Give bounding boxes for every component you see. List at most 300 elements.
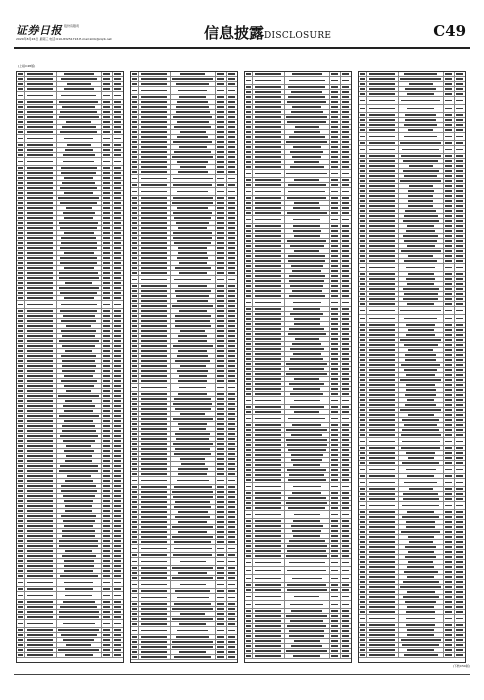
illegible-text (288, 96, 325, 97)
table-cell (139, 314, 171, 318)
illegible-text (114, 355, 121, 356)
table-cell (367, 466, 399, 473)
table-cell (455, 398, 465, 402)
illegible-text (331, 191, 338, 192)
table-cell (285, 229, 330, 233)
table-cell (285, 100, 330, 104)
illegible-text (228, 161, 235, 162)
table-cell (367, 605, 399, 609)
illegible-text (60, 202, 97, 203)
illegible-text (27, 530, 53, 531)
table-cell (17, 72, 25, 76)
table-cell (341, 337, 351, 341)
illegible-text (342, 429, 349, 430)
illegible-text (18, 83, 22, 84)
table-cell (139, 160, 171, 164)
illegible-text (369, 493, 395, 494)
table-cell (455, 648, 465, 652)
illegible-text (445, 414, 452, 415)
illegible-text (27, 335, 53, 336)
table-cell (131, 359, 139, 363)
table-cell (399, 194, 444, 198)
illegible-text (27, 405, 53, 406)
illegible-text (114, 138, 121, 139)
table-cell (330, 155, 341, 159)
illegible-text (175, 408, 211, 409)
illegible-text (114, 565, 121, 566)
table-cell (341, 639, 351, 643)
illegible-text (331, 225, 338, 226)
table-cell (227, 392, 237, 396)
illegible-text (331, 235, 338, 236)
table-cell (330, 201, 341, 205)
illegible-text (132, 468, 136, 469)
illegible-text (27, 350, 53, 351)
illegible-text (246, 640, 250, 641)
illegible-text (59, 616, 99, 617)
illegible-text (445, 344, 452, 345)
illegible-text (331, 290, 338, 291)
table-cell (57, 464, 102, 468)
illegible-text (360, 354, 364, 355)
illegible-text (217, 433, 224, 434)
table-cell (330, 415, 341, 422)
table-row (245, 575, 351, 583)
illegible-text (103, 644, 110, 645)
table-cell (285, 201, 330, 205)
illegible-text (18, 588, 22, 589)
illegible-text (369, 452, 395, 453)
illegible-text (255, 173, 281, 174)
illegible-text (331, 240, 338, 241)
table-cell (359, 550, 367, 554)
illegible-text (369, 364, 395, 365)
illegible-text (27, 540, 53, 541)
table-cell (216, 105, 227, 109)
table-cell (216, 495, 227, 499)
table-cell (455, 633, 465, 637)
illegible-text (402, 149, 439, 150)
table-cell (139, 589, 171, 593)
illegible-text (114, 78, 121, 79)
illegible-text (331, 630, 338, 631)
illegible-text (114, 287, 121, 288)
table-cell (57, 539, 102, 543)
illegible-text (27, 420, 53, 421)
illegible-text (114, 330, 121, 331)
illegible-text (342, 80, 349, 81)
table-cell (245, 483, 253, 490)
illegible-text (255, 96, 281, 97)
table-cell (25, 176, 57, 180)
table-cell (367, 418, 399, 422)
table-cell (57, 171, 102, 175)
illegible-text (360, 108, 364, 109)
table-cell (330, 249, 341, 253)
illegible-text (27, 395, 53, 396)
illegible-text (369, 155, 395, 156)
illegible-text (132, 577, 136, 578)
illegible-text (407, 283, 434, 284)
illegible-text (27, 644, 53, 645)
table-cell (57, 271, 102, 275)
table-cell (341, 614, 351, 618)
illegible-text (403, 288, 439, 289)
illegible-text (255, 343, 281, 344)
illegible-text (342, 121, 349, 122)
table-cell (285, 559, 330, 566)
illegible-text (18, 365, 22, 366)
table-cell (113, 176, 123, 180)
table-cell (113, 256, 123, 260)
table-cell (455, 461, 465, 465)
table-cell (216, 545, 227, 552)
illegible-text (246, 545, 250, 546)
table-cell (444, 328, 455, 332)
table-cell (253, 274, 285, 278)
illegible-text (287, 589, 327, 590)
illegible-text (132, 408, 136, 409)
illegible-text (289, 368, 324, 369)
table-cell (113, 105, 123, 109)
illegible-text (445, 329, 452, 330)
illegible-text (228, 387, 235, 388)
illegible-text (246, 444, 250, 445)
table-cell (216, 354, 227, 358)
illegible-text (290, 348, 324, 349)
table-cell (57, 291, 102, 295)
illegible-text (246, 373, 250, 374)
illegible-text (456, 624, 463, 625)
table-cell (139, 256, 171, 260)
table-cell (245, 453, 253, 457)
table-cell (216, 645, 227, 649)
illegible-text (178, 90, 208, 91)
table-cell (227, 545, 237, 552)
illegible-text (173, 232, 211, 233)
table-cell (25, 251, 57, 255)
table-cell (253, 583, 285, 587)
table-cell (139, 520, 171, 524)
table-cell (330, 206, 341, 210)
illegible-text (369, 149, 395, 150)
illegible-text (141, 526, 167, 527)
illegible-text (217, 428, 224, 429)
illegible-text (369, 273, 395, 274)
table-cell (367, 123, 399, 127)
illegible-text (179, 96, 206, 97)
illegible-text (114, 227, 121, 228)
table-cell (359, 179, 367, 183)
illegible-text (217, 636, 224, 637)
table-cell (57, 77, 102, 81)
illegible-text (456, 639, 463, 640)
table-cell (25, 236, 57, 240)
table-cell (102, 444, 113, 448)
illegible-text (132, 365, 136, 366)
table-cell (25, 494, 57, 498)
illegible-text (286, 502, 327, 503)
table-cell (131, 251, 139, 255)
illegible-text (141, 222, 167, 223)
illegible-text (103, 202, 110, 203)
table-cell (139, 617, 171, 621)
table-cell (455, 297, 465, 301)
table-cell (102, 135, 113, 142)
illegible-text (331, 640, 338, 641)
table-cell (131, 655, 139, 659)
table-cell (216, 294, 227, 298)
illegible-text (228, 506, 235, 507)
illegible-text (132, 541, 136, 542)
table-cell (113, 72, 123, 76)
table-cell (57, 484, 102, 488)
illegible-text (18, 649, 22, 650)
table-cell (330, 593, 341, 600)
table-cell (131, 72, 139, 76)
illegible-text (18, 197, 22, 198)
illegible-text (228, 305, 235, 306)
illegible-text (217, 212, 224, 213)
table-cell (399, 239, 444, 243)
table-cell (444, 368, 455, 372)
table-cell (367, 189, 399, 193)
table-cell (444, 466, 455, 473)
table-cell (113, 469, 123, 473)
table-cell (285, 337, 330, 341)
illegible-text (342, 197, 349, 198)
table-cell (113, 429, 123, 433)
illegible-text (405, 88, 437, 89)
table-cell (359, 497, 367, 501)
table-cell (131, 246, 139, 250)
illegible-text (132, 567, 136, 568)
table-cell (359, 323, 367, 327)
table-cell (216, 553, 227, 557)
table-cell (285, 468, 330, 472)
table-cell (216, 120, 227, 124)
table-cell (113, 82, 123, 86)
illegible-text (18, 144, 22, 145)
illegible-text (342, 333, 349, 334)
illegible-text (408, 329, 434, 330)
illegible-text (246, 212, 250, 213)
table-cell (57, 499, 102, 503)
illegible-text (114, 623, 121, 624)
illegible-text (445, 180, 452, 181)
illegible-text (456, 114, 463, 115)
table-cell (444, 254, 455, 258)
table-cell (131, 261, 139, 265)
illegible-text (228, 418, 235, 419)
illegible-text (132, 572, 136, 573)
table-cell (139, 392, 171, 396)
table-cell (444, 204, 455, 208)
illegible-text (445, 318, 452, 319)
illegible-text (402, 441, 440, 442)
table-cell (245, 377, 253, 381)
table-cell (227, 525, 237, 529)
illegible-text (62, 430, 96, 431)
table-cell (113, 77, 123, 81)
table-cell (57, 324, 102, 328)
table-cell (131, 457, 139, 461)
table-cell (57, 196, 102, 200)
table-cell (399, 461, 444, 465)
illegible-text (61, 355, 96, 356)
illegible-text (103, 149, 110, 150)
illegible-text (228, 330, 235, 331)
table-cell (102, 271, 113, 275)
table-row (359, 315, 465, 323)
illegible-text (255, 645, 281, 646)
table-cell (17, 379, 25, 383)
illegible-text (103, 560, 110, 561)
table-cell (131, 374, 139, 378)
illegible-text (331, 270, 338, 271)
table-row (245, 299, 351, 307)
table-cell (330, 511, 341, 518)
table-cell (216, 384, 227, 391)
illegible-text (331, 207, 338, 208)
table-cell (227, 150, 237, 154)
table-cell (171, 246, 216, 250)
illegible-text (217, 335, 224, 336)
illegible-text (369, 185, 395, 186)
table-cell (171, 622, 216, 626)
illegible-text (445, 245, 452, 246)
illegible-text (445, 447, 452, 448)
illegible-text (141, 272, 167, 273)
illegible-text (246, 166, 250, 167)
table-cell (253, 639, 285, 643)
illegible-text (141, 428, 167, 429)
illegible-text (114, 242, 121, 243)
illegible-text (369, 344, 395, 345)
table-cell (102, 309, 113, 313)
table-cell (139, 87, 171, 94)
table-cell (285, 289, 330, 293)
table-cell (455, 610, 465, 614)
table-cell (444, 239, 455, 243)
table-cell (330, 259, 341, 263)
table-cell (139, 581, 171, 588)
table-cell (17, 600, 25, 604)
table-cell (245, 140, 253, 144)
table-cell (25, 628, 57, 632)
table-cell (285, 352, 330, 356)
illegible-text (408, 195, 434, 196)
illegible-text (360, 601, 364, 602)
table-row (131, 87, 237, 95)
illegible-text (255, 444, 281, 445)
illegible-text (342, 313, 349, 314)
table-cell (341, 549, 351, 553)
table-cell (113, 615, 123, 619)
table-cell (367, 540, 399, 544)
table-cell (139, 271, 171, 275)
illegible-text (360, 556, 364, 557)
table-cell (455, 72, 465, 76)
table-cell (330, 609, 341, 613)
table-cell (227, 462, 237, 466)
table-cell (444, 623, 455, 627)
illegible-text (63, 154, 95, 155)
table-cell (57, 469, 102, 473)
illegible-text (228, 636, 235, 637)
illegible-text (445, 108, 452, 109)
table-cell (359, 373, 367, 377)
illegible-text (64, 297, 94, 298)
illegible-text (360, 83, 364, 84)
table-cell (245, 211, 253, 215)
table-cell (285, 165, 330, 169)
table-cell (341, 249, 351, 253)
illegible-text (63, 405, 95, 406)
table-cell (330, 534, 341, 538)
illegible-text (360, 339, 364, 340)
table-cell (444, 219, 455, 223)
table-cell (341, 473, 351, 477)
illegible-text (456, 364, 463, 365)
illegible-text (246, 388, 250, 389)
table-cell (341, 342, 351, 346)
illegible-text (217, 83, 224, 84)
illegible-text (114, 415, 121, 416)
illegible-text (342, 151, 349, 152)
table-cell (216, 640, 227, 644)
table-cell (330, 496, 341, 500)
illegible-text (141, 330, 167, 331)
illegible-text (255, 525, 281, 526)
illegible-text (114, 292, 121, 293)
illegible-text (445, 469, 452, 470)
illegible-text (114, 611, 121, 612)
table-cell (330, 178, 341, 182)
illegible-text (331, 610, 338, 611)
illegible-text (61, 490, 97, 491)
table-cell (245, 90, 253, 94)
table-cell (57, 92, 102, 99)
illegible-text (456, 215, 463, 216)
table-cell (444, 363, 455, 367)
table-cell (171, 359, 216, 363)
illegible-text (289, 540, 325, 541)
illegible-text (132, 636, 136, 637)
table-cell (216, 319, 227, 323)
table-cell (139, 324, 171, 328)
table-cell (102, 251, 113, 255)
illegible-text (409, 541, 433, 542)
illegible-text (342, 207, 349, 208)
illegible-text (369, 561, 395, 562)
table-cell (171, 520, 216, 524)
illegible-text (132, 603, 136, 604)
table-cell (57, 374, 102, 378)
table-cell (17, 171, 25, 175)
illegible-text (369, 260, 395, 261)
table-cell (171, 571, 216, 575)
table-cell (359, 408, 367, 412)
illegible-text (132, 387, 136, 388)
illegible-text (132, 295, 136, 296)
illegible-text (255, 323, 281, 324)
table-cell (57, 459, 102, 463)
illegible-text (64, 565, 94, 566)
illegible-text (132, 491, 136, 492)
table-cell (367, 408, 399, 412)
table-cell (113, 610, 123, 614)
